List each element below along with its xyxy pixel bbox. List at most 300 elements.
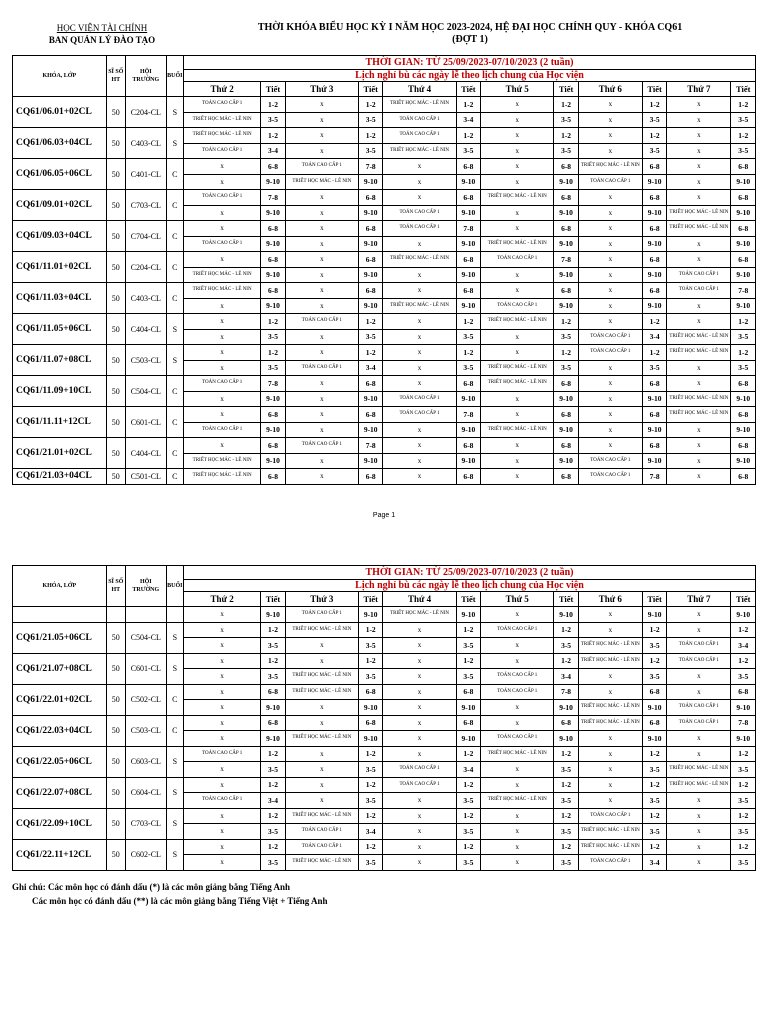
empty-cell: x [667, 669, 731, 685]
empty-cell: x [183, 777, 260, 793]
tiet-cell: 9-10 [456, 267, 480, 283]
empty-cell: x [667, 793, 731, 809]
tiet-cell: 3-4 [261, 143, 285, 159]
tiet-cell: 1-2 [261, 97, 285, 113]
tiet-cell: 9-10 [731, 205, 756, 221]
session-code: S [166, 808, 183, 839]
empty-cell: x [383, 684, 456, 700]
empty-cell: x [383, 793, 456, 809]
empty-cell: x [183, 221, 260, 237]
tiet-cell: 6-8 [642, 159, 666, 175]
tiet-cell: 6-8 [358, 283, 382, 299]
tiet-cell: 9-10 [358, 422, 382, 438]
empty-cell: x [383, 267, 456, 283]
empty-cell: x [183, 808, 260, 824]
tiet-cell: 6-8 [358, 469, 382, 485]
tiet-cell: 9-10 [456, 607, 480, 623]
empty-cell: x [481, 345, 554, 361]
empty-cell: x [285, 252, 358, 268]
subject-cell: TRIẾT HỌC MÁC - LÊ NIN [578, 715, 642, 731]
tiet-cell: 3-5 [642, 143, 666, 159]
empty-cell: x [285, 97, 358, 113]
tiet-cell: 3-5 [456, 855, 480, 871]
empty-cell: x [285, 283, 358, 299]
room-name: C503-CL [125, 715, 166, 746]
tiet-cell: 9-10 [456, 236, 480, 252]
session-code: S [166, 314, 183, 345]
tiet-cell: 9-10 [554, 236, 578, 252]
empty-cell: x [578, 376, 642, 392]
tiet-cell: 3-5 [358, 762, 382, 778]
empty-cell: x [383, 422, 456, 438]
empty-cell: x [667, 174, 731, 190]
class-size: 50 [106, 839, 125, 870]
empty-cell: x [183, 653, 260, 669]
class-size: 50 [106, 283, 125, 314]
tiet-cell: 1-2 [261, 746, 285, 762]
tiet-cell: 6-8 [642, 190, 666, 206]
table-row [13, 252, 756, 268]
tiet-cell: 3-5 [456, 143, 480, 159]
room-name: C504-CL [125, 376, 166, 407]
empty-cell: x [383, 360, 456, 376]
org-header [22, 22, 182, 46]
tiet-cell: 7-8 [358, 159, 382, 175]
subject-cell: TRIẾT HỌC MÁC - LÊ NIN [285, 855, 358, 871]
tiet-cell: 1-2 [731, 839, 756, 855]
room-name: C601-CL [125, 407, 166, 438]
empty-cell: x [578, 746, 642, 762]
class-name: CQ61/11.03+04CL [13, 283, 107, 314]
empty-cell: x [481, 267, 554, 283]
empty-cell: x [285, 407, 358, 423]
empty-cell: x [285, 298, 358, 314]
empty-cell: x [285, 700, 358, 716]
empty-cell: x [183, 731, 260, 747]
table-row [13, 221, 756, 237]
empty-cell: x [285, 715, 358, 731]
tiet-cell: 6-8 [261, 283, 285, 299]
subject-cell: TOÁN CAO CẤP 1 [667, 283, 731, 299]
empty-cell: x [578, 622, 642, 638]
empty-cell: x [183, 638, 260, 654]
tiet-cell: 6-8 [731, 469, 756, 485]
subject-cell: TOÁN CAO CẤP 1 [285, 839, 358, 855]
tiet-cell: 6-8 [554, 376, 578, 392]
table-row [13, 190, 756, 206]
tiet-cell: 6-8 [642, 407, 666, 423]
tiet-cell: 1-2 [261, 345, 285, 361]
empty-cell: x [667, 143, 731, 159]
subject-cell: TOÁN CAO CẤP 1 [481, 669, 554, 685]
empty-cell: x [667, 252, 731, 268]
empty-cell: x [578, 267, 642, 283]
tiet-cell: 1-2 [642, 839, 666, 855]
empty-cell: x [481, 128, 554, 144]
table-row [13, 159, 756, 175]
tiet-cell: 9-10 [261, 298, 285, 314]
tiet-cell: 6-8 [642, 715, 666, 731]
empty-cell: x [481, 159, 554, 175]
subject-cell: TRIẾT HỌC MÁC - LÊ NIN [383, 607, 456, 623]
subject-cell: TRIẾT HỌC MÁC - LÊ NIN [481, 236, 554, 252]
day-header: Thứ 3 [285, 82, 358, 97]
subject-cell: TOÁN CAO CẤP 1 [667, 700, 731, 716]
tiet-cell: 6-8 [456, 438, 480, 454]
tiet-cell: 3-4 [731, 638, 756, 654]
tiet-cell: 3-5 [358, 638, 382, 654]
tiet-cell: 7-8 [642, 469, 666, 485]
class-name: CQ61/09.03+04CL [13, 221, 107, 252]
subject-cell: TRIẾT HỌC MÁC - LÊ NIN [481, 376, 554, 392]
tiet-cell: 6-8 [456, 715, 480, 731]
tiet-cell: 3-5 [554, 638, 578, 654]
class-name: CQ61/11.11+12CL [13, 407, 107, 438]
day-header: Thứ 2 [183, 82, 260, 97]
tiet-cell: 6-8 [731, 684, 756, 700]
tiet-cell: 9-10 [456, 422, 480, 438]
session-code: S [166, 622, 183, 653]
class-size: 50 [106, 777, 125, 808]
tiet-cell: 9-10 [358, 453, 382, 469]
subject-cell: TRIẾT HỌC MÁC - LÊ NIN [578, 839, 642, 855]
class-size: 50 [106, 684, 125, 715]
header-class-column: KHÓA, LỚP [13, 56, 107, 97]
subject-cell: TOÁN CAO CẤP 1 [578, 808, 642, 824]
tiet-cell: 3-5 [456, 824, 480, 840]
tiet-cell: 6-8 [554, 190, 578, 206]
tiet-cell: 3-5 [358, 112, 382, 128]
tiet-cell: 3-4 [358, 824, 382, 840]
class-name: CQ61/22.05+06CL [13, 746, 107, 777]
empty-cell: x [667, 314, 731, 330]
tiet-cell: 6-8 [261, 407, 285, 423]
empty-cell: x [383, 669, 456, 685]
class-name: CQ61/22.11+12CL [13, 839, 107, 870]
tiet-cell: 9-10 [642, 731, 666, 747]
tiet-cell: 3-5 [731, 669, 756, 685]
class-size: 50 [106, 622, 125, 653]
tiet-cell: 1-2 [554, 777, 578, 793]
empty-cell: x [285, 112, 358, 128]
timetable-table [12, 565, 756, 871]
tiet-header: Tiết [554, 592, 578, 607]
tiet-cell: 3-5 [358, 855, 382, 871]
empty-cell: x [481, 143, 554, 159]
tiet-cell: 9-10 [261, 391, 285, 407]
tiet-cell: 7-8 [554, 252, 578, 268]
tiet-cell: 6-8 [554, 407, 578, 423]
class-size: 50 [106, 97, 125, 128]
tiet-header: Tiết [642, 82, 666, 97]
tiet-cell: 9-10 [731, 267, 756, 283]
tiet-cell: 3-5 [456, 329, 480, 345]
empty-cell: x [383, 808, 456, 824]
tiet-cell: 1-2 [456, 746, 480, 762]
subject-cell: TOÁN CAO CẤP 1 [183, 376, 260, 392]
subject-cell: TRIẾT HỌC MÁC - LÊ NIN [481, 746, 554, 762]
tiet-cell: 9-10 [261, 236, 285, 252]
tiet-cell: 9-10 [642, 422, 666, 438]
tiet-cell: 3-5 [358, 793, 382, 809]
tiet-cell: 1-2 [554, 128, 578, 144]
tiet-header: Tiết [456, 592, 480, 607]
tiet-cell: 1-2 [358, 314, 382, 330]
session-code: S [166, 97, 183, 128]
session-code: C [166, 190, 183, 221]
session-code: S [166, 746, 183, 777]
tiet-cell: 3-5 [456, 638, 480, 654]
timetable-page-2 [12, 565, 756, 871]
empty-cell: x [481, 174, 554, 190]
title-line-1: THỜI KHÓA BIỂU HỌC KỲ I NĂM HỌC 2023-2024, HỆ ĐẠI HỌC CHÍNH QUY - KHÓA CQ61 [257, 22, 683, 33]
tiet-cell: 9-10 [642, 391, 666, 407]
tiet-cell: 3-5 [456, 793, 480, 809]
tiet-cell: 1-2 [642, 746, 666, 762]
tiet-cell: 3-4 [554, 669, 578, 685]
subject-cell: TRIẾT HỌC MÁC - LÊ NIN [481, 314, 554, 330]
empty-cell: x [183, 205, 260, 221]
empty-cell: x [667, 438, 731, 454]
empty-cell: x [383, 824, 456, 840]
empty-cell: x [578, 236, 642, 252]
room-name: C603-CL [125, 746, 166, 777]
tiet-cell: 3-5 [642, 638, 666, 654]
room-name: C703-CL [125, 808, 166, 839]
subject-cell: TOÁN CAO CẤP 1 [383, 762, 456, 778]
tiet-cell: 6-8 [642, 252, 666, 268]
empty-cell: x [383, 855, 456, 871]
empty-cell: x [667, 97, 731, 113]
tiet-header: Tiết [731, 592, 756, 607]
tiet-cell: 1-2 [358, 808, 382, 824]
tiet-cell: 6-8 [731, 159, 756, 175]
tiet-cell: 9-10 [261, 453, 285, 469]
empty-cell [106, 607, 125, 623]
tiet-cell: 6-8 [731, 438, 756, 454]
tiet-cell: 3-5 [261, 669, 285, 685]
day-header: Thứ 4 [383, 82, 456, 97]
empty-cell: x [383, 438, 456, 454]
tiet-cell: 9-10 [642, 174, 666, 190]
tiet-cell: 6-8 [731, 221, 756, 237]
tiet-cell: 9-10 [261, 700, 285, 716]
subject-cell: TRIẾT HỌC MÁC - LÊ NIN [481, 360, 554, 376]
tiet-cell: 9-10 [731, 731, 756, 747]
tiet-cell: 9-10 [261, 205, 285, 221]
day-header: Thứ 3 [285, 592, 358, 607]
tiet-cell: 1-2 [642, 777, 666, 793]
tiet-cell: 6-8 [261, 438, 285, 454]
empty-cell: x [667, 422, 731, 438]
subject-cell: TOÁN CAO CẤP 1 [667, 638, 731, 654]
tiet-cell: 7-8 [358, 438, 382, 454]
tiet-cell: 9-10 [261, 174, 285, 190]
tiet-header: Tiết [642, 592, 666, 607]
note-line-1: Ghi chú: Các môn học có đánh dấu (*) là các môn giảng bằng Tiếng Anh [12, 882, 290, 892]
tiet-cell: 3-5 [731, 855, 756, 871]
period-range: THỜI GIAN: TỪ 25/09/2023-07/10/2023 (2 tuần) [183, 566, 755, 580]
table-row [13, 777, 756, 793]
subject-cell: TOÁN CAO CẤP 1 [667, 653, 731, 669]
tiet-cell: 7-8 [731, 283, 756, 299]
empty-cell: x [383, 159, 456, 175]
empty-cell: x [578, 669, 642, 685]
empty-cell [125, 607, 166, 623]
empty-cell: x [183, 622, 260, 638]
tiet-cell: 1-2 [642, 97, 666, 113]
day-header: Thứ 7 [667, 82, 731, 97]
subject-cell: TRIẾT HỌC MÁC - LÊ NIN [285, 174, 358, 190]
tiet-cell: 3-4 [642, 855, 666, 871]
tiet-cell: 6-8 [554, 469, 578, 485]
tiet-cell: 1-2 [554, 97, 578, 113]
tiet-cell: 3-5 [554, 143, 578, 159]
subject-cell: TOÁN CAO CẤP 1 [578, 345, 642, 361]
tiet-cell: 9-10 [358, 267, 382, 283]
tiet-cell: 9-10 [456, 453, 480, 469]
empty-cell: x [183, 159, 260, 175]
tiet-cell: 1-2 [261, 653, 285, 669]
subject-cell: TOÁN CAO CẤP 1 [578, 453, 642, 469]
tiet-cell: 6-8 [261, 159, 285, 175]
empty-cell: x [183, 684, 260, 700]
tiet-cell: 6-8 [456, 469, 480, 485]
subject-cell: TRIẾT HỌC MÁC - LÊ NIN [481, 422, 554, 438]
empty-cell: x [481, 653, 554, 669]
session-code: C [166, 715, 183, 746]
subject-cell: TOÁN CAO CẤP 1 [285, 607, 358, 623]
empty-cell: x [285, 746, 358, 762]
tiet-cell: 3-5 [358, 143, 382, 159]
class-size: 50 [106, 345, 125, 376]
empty-cell: x [578, 607, 642, 623]
table-row [13, 283, 756, 299]
subject-cell: TRIẾT HỌC MÁC - LÊ NIN [667, 391, 731, 407]
tiet-cell: 9-10 [642, 453, 666, 469]
empty-cell: x [285, 391, 358, 407]
tiet-cell: 7-8 [261, 376, 285, 392]
empty-cell: x [481, 205, 554, 221]
empty-cell: x [578, 112, 642, 128]
tiet-cell: 1-2 [456, 314, 480, 330]
session-code: C [166, 407, 183, 438]
tiet-cell: 9-10 [358, 607, 382, 623]
tiet-cell: 6-8 [358, 407, 382, 423]
tiet-cell: 1-2 [642, 128, 666, 144]
subject-cell: TRIẾT HỌC MÁC - LÊ NIN [578, 824, 642, 840]
tiet-cell: 1-2 [731, 97, 756, 113]
empty-cell: x [578, 128, 642, 144]
empty-cell: x [183, 715, 260, 731]
tiet-cell: 1-2 [456, 777, 480, 793]
document-title [190, 22, 750, 46]
tiet-cell: 9-10 [642, 205, 666, 221]
session-code: C [166, 221, 183, 252]
room-name: C602-CL [125, 839, 166, 870]
empty-cell: x [667, 839, 731, 855]
tiet-cell: 6-8 [358, 190, 382, 206]
tiet-cell: 9-10 [642, 267, 666, 283]
empty-cell: x [285, 793, 358, 809]
class-size: 50 [106, 128, 125, 159]
empty-cell: x [481, 283, 554, 299]
subject-cell: TOÁN CAO CẤP 1 [578, 469, 642, 485]
class-name: CQ61/22.09+10CL [13, 808, 107, 839]
subject-cell: TRIẾT HỌC MÁC - LÊ NIN [183, 267, 260, 283]
day-header: Thứ 5 [481, 82, 554, 97]
tiet-cell: 6-8 [642, 684, 666, 700]
tiet-cell: 9-10 [554, 453, 578, 469]
empty-cell: x [285, 205, 358, 221]
room-name: C601-CL [125, 653, 166, 684]
empty-cell: x [183, 391, 260, 407]
empty-cell: x [183, 669, 260, 685]
empty-cell: x [383, 174, 456, 190]
empty-cell: x [383, 653, 456, 669]
empty-cell: x [481, 407, 554, 423]
class-name: CQ61/21.01+02CL [13, 438, 107, 469]
tiet-header: Tiết [456, 82, 480, 97]
tiet-cell: 6-8 [731, 252, 756, 268]
tiet-cell: 3-5 [554, 112, 578, 128]
tiet-cell: 9-10 [642, 298, 666, 314]
empty-cell: x [578, 298, 642, 314]
subject-cell: TRIẾT HỌC MÁC - LÊ NIN [183, 112, 260, 128]
subject-cell: TRIẾT HỌC MÁC - LÊ NIN [383, 298, 456, 314]
subject-cell: TRIẾT HỌC MÁC - LÊ NIN [578, 653, 642, 669]
empty-cell: x [285, 190, 358, 206]
tiet-cell: 1-2 [358, 746, 382, 762]
holiday-note: Lịch nghỉ bù các ngày lễ theo lịch chung của Học viện [183, 70, 755, 82]
tiet-cell: 6-8 [456, 190, 480, 206]
subject-cell: TRIẾT HỌC MÁC - LÊ NIN [481, 190, 554, 206]
empty-cell: x [285, 376, 358, 392]
tiet-cell: 1-2 [358, 653, 382, 669]
session-code: C [166, 438, 183, 469]
empty-cell: x [578, 684, 642, 700]
tiet-cell: 3-5 [261, 329, 285, 345]
empty-cell: x [383, 314, 456, 330]
empty-cell: x [481, 824, 554, 840]
tiet-cell: 3-4 [261, 793, 285, 809]
empty-cell: x [183, 174, 260, 190]
empty-cell: x [667, 808, 731, 824]
session-code: C [166, 376, 183, 407]
tiet-cell: 9-10 [554, 607, 578, 623]
class-size: 50 [106, 808, 125, 839]
subject-cell: TRIẾT HỌC MÁC - LÊ NIN [183, 283, 260, 299]
class-size: 50 [106, 469, 125, 485]
class-size: 50 [106, 159, 125, 190]
subject-cell: TRIẾT HỌC MÁC - LÊ NIN [183, 453, 260, 469]
tiet-cell: 1-2 [261, 808, 285, 824]
tiet-cell: 3-5 [261, 824, 285, 840]
subject-cell: TRIẾT HỌC MÁC - LÊ NIN [383, 97, 456, 113]
empty-cell: x [285, 653, 358, 669]
empty-cell: x [667, 112, 731, 128]
subject-cell: TRIẾT HỌC MÁC - LÊ NIN [667, 345, 731, 361]
tiet-cell: 3-5 [731, 762, 756, 778]
class-name: CQ61/21.05+06CL [13, 622, 107, 653]
tiet-cell: 6-8 [261, 221, 285, 237]
tiet-cell: 9-10 [261, 422, 285, 438]
tiet-cell: 1-2 [731, 314, 756, 330]
session-code: C [166, 684, 183, 715]
subject-cell: TRIẾT HỌC MÁC - LÊ NIN [383, 252, 456, 268]
empty-cell: x [183, 314, 260, 330]
room-name: C403-CL [125, 283, 166, 314]
